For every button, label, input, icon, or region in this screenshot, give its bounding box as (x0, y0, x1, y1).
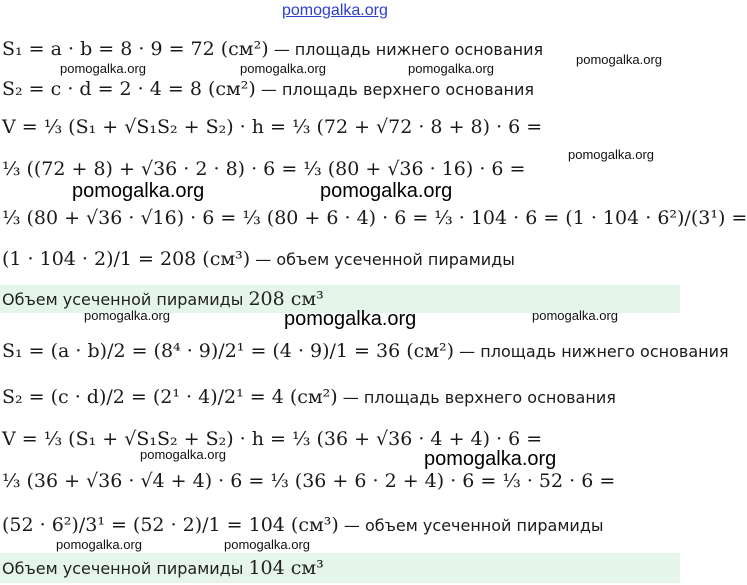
s1-formula-top-area: S₂ = c · d = 2 · 4 = 8 (см²) (2, 78, 256, 100)
s1-line-1 (2, 38, 543, 60)
watermark: pomogalka.org (60, 61, 146, 76)
s2-volume-line-2: ⅓ (36 + √36 · √4 + 4) · 6 = ⅓ (36 + 6 · 2 + 4) · 6 = ⅓ · 52 · 6 = (2, 470, 616, 492)
s1-answer-value: 208 см³ (248, 288, 324, 310)
watermark: pomogalka.org (532, 308, 618, 323)
watermark: pomogalka.org (224, 537, 310, 552)
s2-answer-band (0, 553, 680, 583)
watermark: pomogalka.org (140, 447, 226, 462)
watermark: pomogalka.org (568, 147, 654, 162)
s1-volume-caption: — объем усеченной пирамиды (250, 250, 515, 269)
s1-bottom-area-caption: — площадь нижнего основания (268, 40, 544, 59)
s1-top-area-caption: — площадь верхнего основания (255, 80, 534, 99)
s1-volume-result: (1 · 104 · 2)/1 = 208 (см³) (2, 248, 251, 270)
s2-answer-value: 104 см³ (248, 557, 324, 579)
s2-volume-result: (52 · 6²)/3¹ = (52 · 2)/1 = 104 (см³) (2, 514, 339, 536)
watermark: pomogalka.org (576, 52, 662, 67)
s2-formula-top-area: S₂ = (c · d)/2 = (2¹ · 4)/2¹ = 4 (см²) (2, 386, 338, 408)
s2-line-result (2, 514, 604, 536)
watermark-large: pomogalka.org (72, 180, 205, 202)
s2-answer (2, 557, 324, 579)
s2-formula-bottom-area: S₁ = (a · b)/2 = (8⁴ · 9)/2¹ = (4 · 9)/1 = 36 (см²) (2, 340, 455, 362)
s1-volume-line-2: ⅓ ((72 + 8) + √36 · 2 · 8) · 6 = ⅓ (80 + √36 · 16) · 6 = (2, 158, 526, 180)
watermark: pomogalka.org (408, 61, 494, 76)
watermark: pomogalka.org (56, 537, 142, 552)
watermark-large: pomogalka.org (424, 448, 557, 470)
s1-answer-label: Объем усеченной пирамиды (2, 290, 244, 309)
s2-volume-line-1: V = ⅓ (S₁ + √S₁S₂ + S₂) · h = ⅓ (36 + √36 · 4 + 4) · 6 = (2, 428, 543, 450)
s2-bottom-area-caption: — площадь нижнего основания (454, 342, 729, 361)
s1-volume-line-1: V = ⅓ (S₁ + √S₁S₂ + S₂) · h = ⅓ (72 + √72 · 8 + 8) · 6 = (2, 116, 543, 138)
s2-line-2 (2, 386, 616, 408)
s2-top-area-caption: — площадь верхнего основания (337, 388, 616, 407)
s2-answer-label: Объем усеченной пирамиды (2, 559, 244, 578)
s2-volume-caption: — объем усеченной пирамиды (338, 516, 604, 535)
watermark: pomogalka.org (84, 308, 170, 323)
s1-formula-bottom-area: S₁ = a · b = 8 · 9 = 72 (см²) (2, 38, 269, 60)
s1-volume-line-3: ⅓ (80 + √36 · √16) · 6 = ⅓ (80 + 6 · 4) · 6 = ⅓ · 104 · 6 = (1 · 104 · 6²)/(3¹) = (2, 207, 747, 229)
watermark-large: pomogalka.org (320, 180, 453, 202)
watermark-top[interactable]: pomogalka.org (282, 2, 388, 19)
watermark-large: pomogalka.org (284, 308, 417, 330)
s2-line-1 (2, 340, 729, 362)
s1-answer (2, 288, 324, 310)
s1-line-2 (2, 78, 534, 100)
watermark: pomogalka.org (240, 61, 326, 76)
s1-line-result (2, 248, 515, 270)
